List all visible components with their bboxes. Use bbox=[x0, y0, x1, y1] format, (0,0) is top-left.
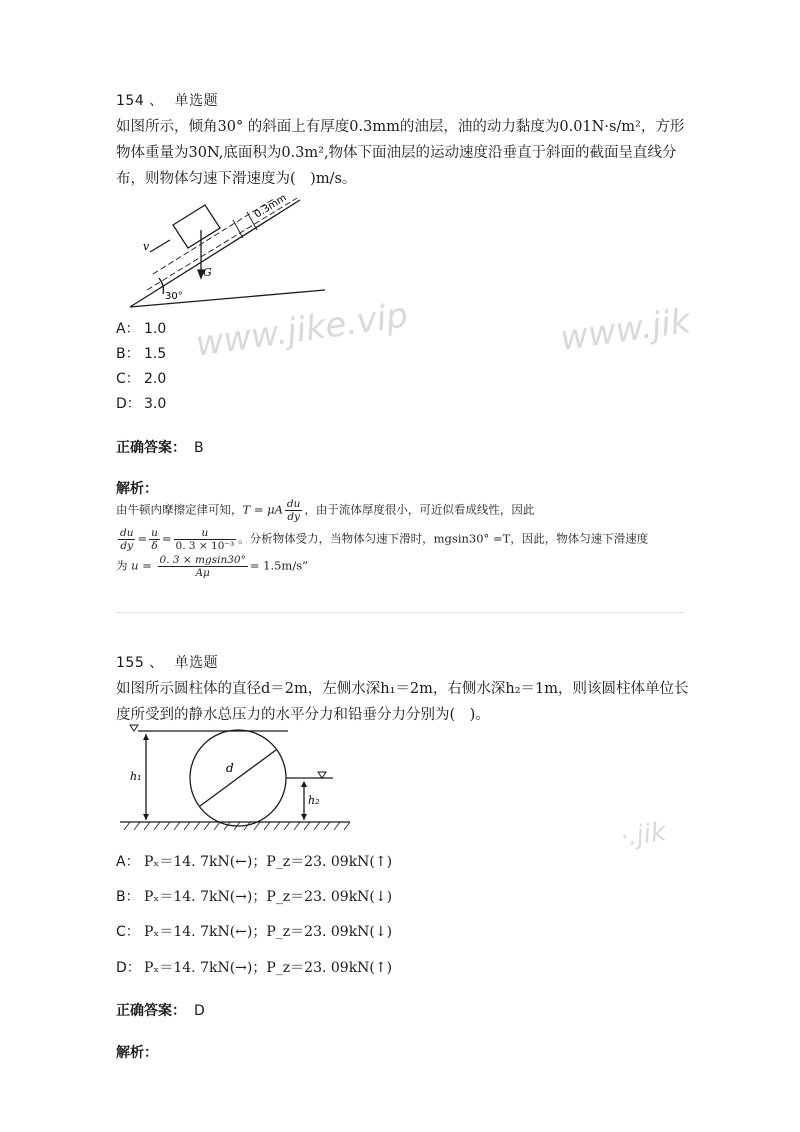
option-d[interactable] bbox=[116, 957, 392, 977]
water-level-icon bbox=[130, 725, 138, 731]
option-label: A： bbox=[116, 321, 140, 337]
correct-answer bbox=[116, 1000, 205, 1020]
explanation-label: 解析： bbox=[116, 481, 158, 497]
option-value: 3.0 bbox=[144, 396, 167, 412]
h2-label: h₂ bbox=[308, 794, 320, 807]
arrowhead-down bbox=[301, 814, 307, 820]
option-value: Pₓ＝14. 7kN(→)；P_z＝23. 09kN(↓) bbox=[144, 889, 393, 905]
option-label: C： bbox=[116, 924, 140, 940]
answer-value: B bbox=[194, 440, 204, 456]
h1-label: h₁ bbox=[130, 770, 142, 783]
question-number: 155 、 bbox=[116, 655, 164, 671]
answer-label: 正确答案： bbox=[116, 1003, 186, 1019]
option-value: 1.5 bbox=[144, 346, 167, 362]
water-level-icon bbox=[318, 772, 326, 778]
option-value: 1.0 bbox=[144, 321, 167, 337]
question-type: 单选题 bbox=[174, 655, 219, 671]
option-b[interactable] bbox=[116, 886, 392, 906]
option-b[interactable] bbox=[116, 343, 166, 363]
thickness-label: 0.3mm bbox=[252, 192, 289, 221]
option-label: B： bbox=[116, 346, 140, 362]
option-a[interactable] bbox=[116, 318, 166, 338]
incline-line bbox=[130, 200, 300, 307]
option-label: D： bbox=[116, 960, 141, 976]
base-line bbox=[130, 290, 325, 307]
arrowhead-up bbox=[301, 781, 307, 787]
option-value: Pₓ＝14. 7kN(←)；P_z＝23. 09kN(↓) bbox=[144, 924, 393, 940]
question-divider bbox=[116, 612, 684, 613]
answer-value: D bbox=[194, 1003, 205, 1019]
watermark: www.jike.vip bbox=[193, 295, 411, 365]
velocity-label: v bbox=[143, 240, 150, 253]
option-label: C： bbox=[116, 371, 140, 387]
option-a[interactable] bbox=[116, 851, 392, 871]
oil-layer-line bbox=[147, 198, 297, 290]
diameter-line bbox=[200, 750, 276, 806]
option-c[interactable] bbox=[116, 368, 166, 388]
cylinder-figure bbox=[118, 722, 352, 834]
option-value: Pₓ＝14. 7kN(→)；P_z＝23. 09kN(↑) bbox=[144, 960, 393, 976]
explanation-line-1: 由牛顿内摩擦定律可知，T = μA $\frac{du}{dy}$ ，由于流体厚度很小，可近似看成线性，因此 bbox=[116, 498, 535, 523]
answer-label: 正确答案： bbox=[116, 440, 186, 456]
arrowhead-down bbox=[143, 814, 149, 820]
option-value: Pₓ＝14. 7kN(←)；P_z＝23. 09kN(↑) bbox=[144, 854, 393, 870]
option-d[interactable] bbox=[116, 393, 166, 413]
question-type: 单选题 bbox=[174, 93, 219, 109]
arrowhead-up bbox=[143, 734, 149, 740]
question-stem: 如图所示，倾角30° 的斜面上有厚度0.3mm的油层，油的动力黏度为0.01N·s/m²，方形物体重量为30N,底面积为0.3m²,物体下面油层的运动速度沿垂直于斜面的截面呈直线分布，则物体匀速下滑速度为( )m/s。 bbox=[116, 119, 685, 187]
explanation-line-2: $\frac{du}{dy}$ = $\frac{u}{\delta}$ = $\frac{u}{\text{0. 3 × 10⁻³}}$ 。分析物体受力，当物体匀速下滑时，mgsin30° =T，因此，物体匀速下滑速度 bbox=[120, 527, 649, 552]
gravity-label: G bbox=[203, 266, 212, 279]
watermark: www.jik bbox=[557, 301, 693, 359]
angle-label: 30° bbox=[165, 291, 183, 302]
explanation-label: 解析： bbox=[116, 1045, 158, 1061]
question-stem: 如图所示圆柱体的直径d＝2m，左侧水深h₁＝2m，右侧水深h₂＝1m，则该圆柱体单位长度所受到的静水总压力的水平分力和铅垂分力分别为( )。 bbox=[116, 681, 689, 723]
option-label: A： bbox=[116, 854, 140, 870]
option-label: B： bbox=[116, 889, 140, 905]
block bbox=[173, 205, 220, 248]
velocity-arrow bbox=[150, 240, 170, 252]
question-number: 154 、 bbox=[116, 93, 164, 109]
incline-figure bbox=[125, 190, 335, 312]
option-value: 2.0 bbox=[144, 371, 167, 387]
ground-hatching bbox=[124, 822, 350, 830]
option-c[interactable] bbox=[116, 921, 392, 941]
correct-answer bbox=[116, 437, 204, 457]
question-header bbox=[116, 90, 218, 110]
watermark: ·.jik bbox=[618, 816, 668, 854]
option-label: D： bbox=[116, 396, 141, 412]
explanation-line-3: 为 u = $\frac{0. 3 \times mgsin30^\circ}{A\mu}$ = 1.5m/s” bbox=[116, 554, 308, 579]
question-header bbox=[116, 652, 218, 672]
explanation-body bbox=[116, 498, 696, 579]
diameter-label: d bbox=[226, 761, 234, 775]
